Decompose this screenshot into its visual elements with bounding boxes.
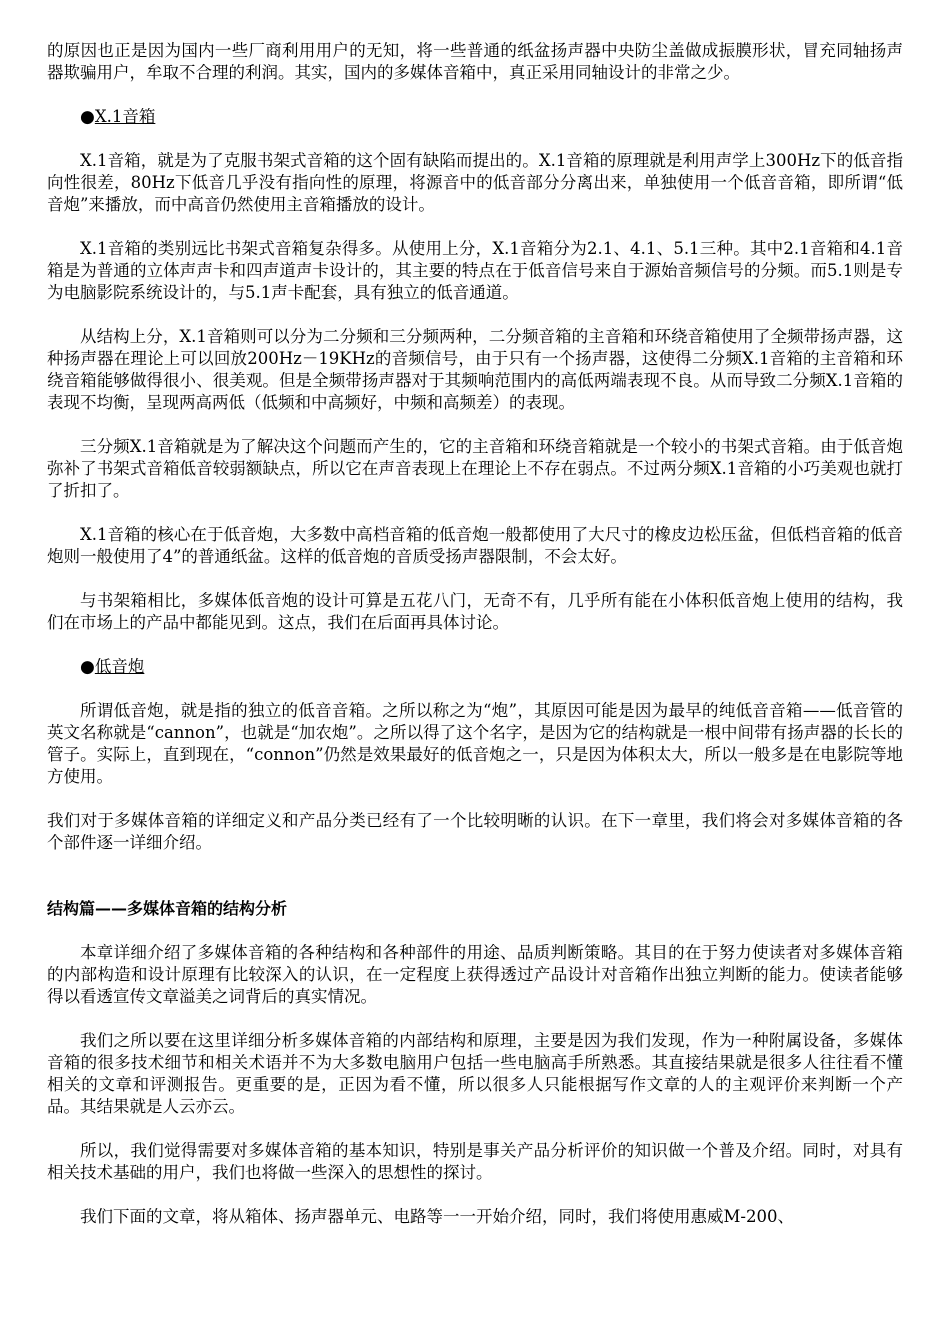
paragraph-chapter-goal: 所以，我们觉得需要对多媒体音箱的基本知识，特别是事关产品分析评价的知识做一个普及介绍。同时，对具有相关技术基础的用户，我们也将做一些深入的思想性的探讨。 (47, 1141, 903, 1182)
paragraph-x1-structure: 从结构上分，X.1音箱则可以分为二分频和三分频两种，二分频音箱的主音箱和环绕音箱使用了全频带扬声器，这种扬声器在理论上可以回放200Hz－19KHz的音频信号，由于只有一个扬声器，这使得二分频X.1音箱的主音箱和环绕音箱能够做得很小、很美观。但是全频带扬声器对于其频响范围内的高低两端表现不良。从而导致二分频X.1音箱的表现不均衡，呈现两高两低（低频和中高频好，中频和高频差）的表现。 (47, 327, 903, 412)
paragraph-x1-types: X.1音箱的类别远比书架式音箱复杂得多。从使用上分，X.1音箱分为2.1、4.1、5.1三种。其中2.1音箱和4.1音箱是为普通的立体声声卡和四声道声卡设计的，其主要的特点在于低音信号来自于源始音频信号的分频。而5.1则是专为电脑影院系统设计的，与5.1声卡配套，具有独立的低音通道。 (47, 239, 903, 302)
paragraph-subwoofer-design: 与书架箱相比，多媒体低音炮的设计可算是五花八门，无奇不有，几乎所有能在小体积低音炮上使用的结构，我们在市场上的产品中都能见到。这点，我们在后面再具体讨论。 (47, 591, 903, 632)
bullet-heading-subwoofer (80, 656, 903, 678)
section-title: 结构篇——多媒体音箱的结构分析 (47, 899, 288, 918)
paragraph-chapter-intro: 本章详细介绍了多媒体音箱的各种结构和各种部件的用途、品质判断策略。其目的在于努力使读者对多媒体音箱的内部构造和设计原理有比较深入的认识，在一定程度上获得透过产品设计对音箱作出独立判断的能力。使读者能够得以看透宣传文章溢美之词背后的真实情况。 (47, 943, 903, 1006)
paragraph-subwoofer-core: X.1音箱的核心在于低音炮，大多数中高档音箱的低音炮一般都使用了大尺寸的橡皮边松压盆，但低档音箱的低音炮则一般使用了4”的普通纸盆。这样的低音炮的音质受扬声器限制，不会太好。 (47, 525, 903, 566)
bullet-heading-x1 (80, 106, 903, 128)
heading-subwoofer: 低音炮 (94, 657, 145, 676)
bullet-icon: ● (80, 107, 95, 127)
paragraph-intro: 的原因也正是因为国内一些厂商利用用户的无知，将一些普通的纸盆扬声器中央防尘盖做成振膜形状，冒充同轴扬声器欺骗用户，牟取不合理的利润。其实，国内的多媒体音箱中，真正采用同轴设计的非常之少。 (47, 41, 903, 82)
bullet-icon: ● (80, 657, 95, 677)
paragraph-subwoofer-origin: 所谓低音炮，就是指的独立的低音音箱。之所以称之为“炮”，其原因可能是因为最早的纯低音音箱——低音管的英文名称就是“cannon”，也就是“加农炮”。之所以得了这个名字，是因为它的结构就是一根中间带有扬声器的长长的管子。实际上，直到现在，“connon”仍然是效果最好的低音炮之一，只是因为体积太大，所以一般多是在电影院等地方使用。 (47, 701, 903, 786)
paragraph-chapter-reason: 我们之所以要在这里详细分析多媒体音箱的内部结构和原理，主要是因为我们发现，作为一种附属设备，多媒体音箱的很多技术细节和相关术语并不为大多数电脑用户包括一些电脑高手所熟悉。其直接结果就是很多人往往看不懂相关的文章和评测报告。更重要的是，正因为看不懂，所以很多人只能根据写作文章的人的主观评价来判断一个产品。其结果就是人云亦云。 (47, 1031, 903, 1116)
document-page (47, 40, 903, 1250)
paragraph-chapter-transition: 我们对于多媒体音箱的详细定义和产品分类已经有了一个比较明晰的认识。在下一章里，我们将会对多媒体音箱的各个部件逐一详细介绍。 (47, 811, 903, 852)
paragraph-three-way: 三分频X.1音箱就是为了解决这个问题而产生的，它的主音箱和环绕音箱就是一个较小的书架式音箱。由于低音炮弥补了书架式音箱低音较弱额缺点，所以它在声音表现上在理论上不存在弱点。不过两分频X.1音箱的小巧美观也就打了折扣了。 (47, 437, 903, 500)
heading-x1-speaker: X.1音箱 (94, 107, 156, 126)
paragraph-x1-definition: X.1音箱，就是为了克服书架式音箱的这个固有缺陷而提出的。X.1音箱的原理就是利用声学上300Hz下的低音指向性很差，80Hz下低音几乎没有指向性的原理，将源音中的低音部分分离出来，单独使用一个低音音箱，即所谓“低音炮”来播放，而中高音仍然使用主音箱播放的设计。 (47, 151, 903, 214)
paragraph-chapter-plan: 我们下面的文章，将从箱体、扬声器单元、电路等一一开始介绍，同时，我们将使用惠威M-200、 (80, 1207, 794, 1226)
